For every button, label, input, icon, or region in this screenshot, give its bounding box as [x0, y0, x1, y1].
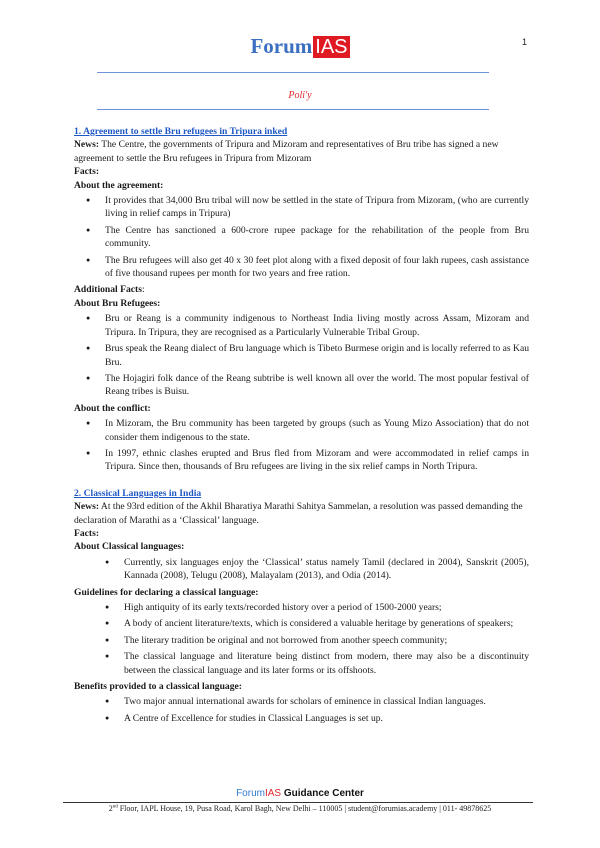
classical-status-list: [74, 556, 529, 583]
header-rule-bottom: [97, 109, 489, 110]
list-item: ● A body of ancient literature/texts, which is considered a valuable heritage by generations of speakers;: [74, 617, 529, 630]
page-number: 1: [522, 37, 528, 47]
list-item: ● The Centre has sanctioned a 600-crore rupee package for the rehabilitation of the people from Bru community.: [74, 224, 529, 251]
group-heading-about-conflict: About the conflict:: [74, 402, 151, 414]
news-text: The Centre, the governments of Tripura and Mizoram and representatives of Bru tribe has signed a new agreement to settle the Bru refugees in Tripura from Mizoram: [74, 139, 499, 164]
agreement-list: [74, 194, 529, 280]
section-1-news: [74, 138, 529, 165]
list-item: ● Currently, six languages enjoy the ‘Classical’ status namely Tamil (declared in 2004), Sanskrit (2005), Kannada (2008), Telugu (2008), Malayalam (2013), and Odia (2014).: [74, 556, 529, 583]
list-item: ● A Centre of Excellence for studies in Classical Languages is set up.: [74, 712, 529, 725]
list-item: ● Bru or Reang is a community indigenous to Northeast India living mostly across Assam, Mizoram and Tripura. In Tripura, they are recognised as a Particularly Vulnerable Tribal Group.: [74, 312, 529, 339]
facts-label: Facts:: [74, 527, 100, 539]
group-heading-guidelines: Guidelines for declaring a classical language:: [74, 586, 259, 598]
list-item: ● Two major annual international awards for scholars of eminence in classical Indian languages.: [74, 695, 529, 708]
document-body: [74, 125, 529, 728]
group-heading-benefits: Benefits provided to a classical language:: [74, 681, 242, 693]
footer-brand: [0, 788, 600, 799]
group-heading-additional-facts: Additional Facts:: [74, 284, 145, 296]
news-label: News:: [74, 501, 100, 513]
benefits-list: [74, 695, 529, 725]
footer-brand-ias: IAS: [264, 788, 282, 799]
footer-address: 2nd Floor, IAPL House, 19, Pusa Road, Karol Bagh, New Delhi – 110005 | student@forumias.academy | 011- 49878625: [108, 804, 492, 813]
list-item: ● The Bru refugees will also get 40 x 30 feet plot along with a fixed deposit of four lakh rupees, cash assistance of five thousand rupees per month for two years and free ration.: [74, 254, 529, 281]
logo-ias-badge: IAS: [315, 35, 348, 58]
section-2-title-link[interactable]: 2. Classical Languages in India: [74, 487, 202, 499]
list-item: ● In Mizoram, the Bru community has been targeted by groups (such as Young Mizo Association) that do not consider them indigenous to the state.: [74, 417, 529, 444]
footer-brand-forum: Forum: [236, 788, 265, 799]
news-label: News:: [74, 139, 100, 151]
forumias-logo: [0, 34, 600, 59]
header-rule-top: [97, 72, 489, 73]
guidelines-list: [74, 601, 529, 677]
logo-forum-text: Forum: [250, 34, 313, 58]
section-1-title-link[interactable]: 1. Agreement to settle Bru refugees in Tripura inked: [74, 126, 288, 137]
bru-list: [74, 312, 529, 398]
list-item: ● The classical language and literature being distinct from modern, there may also be a discontinuity between the classical language and its later forms or its offshoots.: [74, 650, 529, 677]
list-item: ● The literary tradition be original and not borrowed from another speech community;: [74, 634, 529, 647]
subject-title: Poli'y: [288, 90, 312, 101]
news-text: At the 93rd edition of the Akhil Bharatiya Marathi Sahitya Sammelan, a resolution was passed demanding the declaration of Marathi as a ‘Classical’ language.: [74, 501, 523, 526]
group-heading-about-classical: About Classical languages:: [74, 541, 185, 553]
section-2-news: [74, 500, 529, 527]
footer-brand-suffix: Guidance Center: [281, 788, 364, 799]
group-heading-about-agreement: About the agreement:: [74, 179, 164, 191]
facts-label: Facts:: [74, 166, 100, 178]
group-heading-about-bru: About Bru Refugees:: [74, 297, 161, 309]
list-item: ● In 1997, ethnic clashes erupted and Brus fled from Mizoram and were accommodated in relief camps in Tripura. Since then, thousands of Bru refugees are living in the six relief camps in North Tripura.: [74, 447, 529, 474]
list-item: ● It provides that 34,000 Bru tribal will now be settled in the state of Tripura from Mizoram, (who are currently living in relief camps in Tripura): [74, 194, 529, 221]
footer-rule: [63, 802, 533, 803]
list-item: ● Brus speak the Reang dialect of Bru language which is Tibeto Burmese origin and is locally referred to as Kau Bru.: [74, 342, 529, 369]
list-item: ● High antiquity of its early texts/recorded history over a period of 1500-2000 years;: [74, 601, 529, 614]
conflict-list: [74, 417, 529, 474]
list-item: ● The Hojagiri folk dance of the Reang subtribe is well known all over the world. The most popular festival of Reang tribes is Buisu.: [74, 372, 529, 399]
